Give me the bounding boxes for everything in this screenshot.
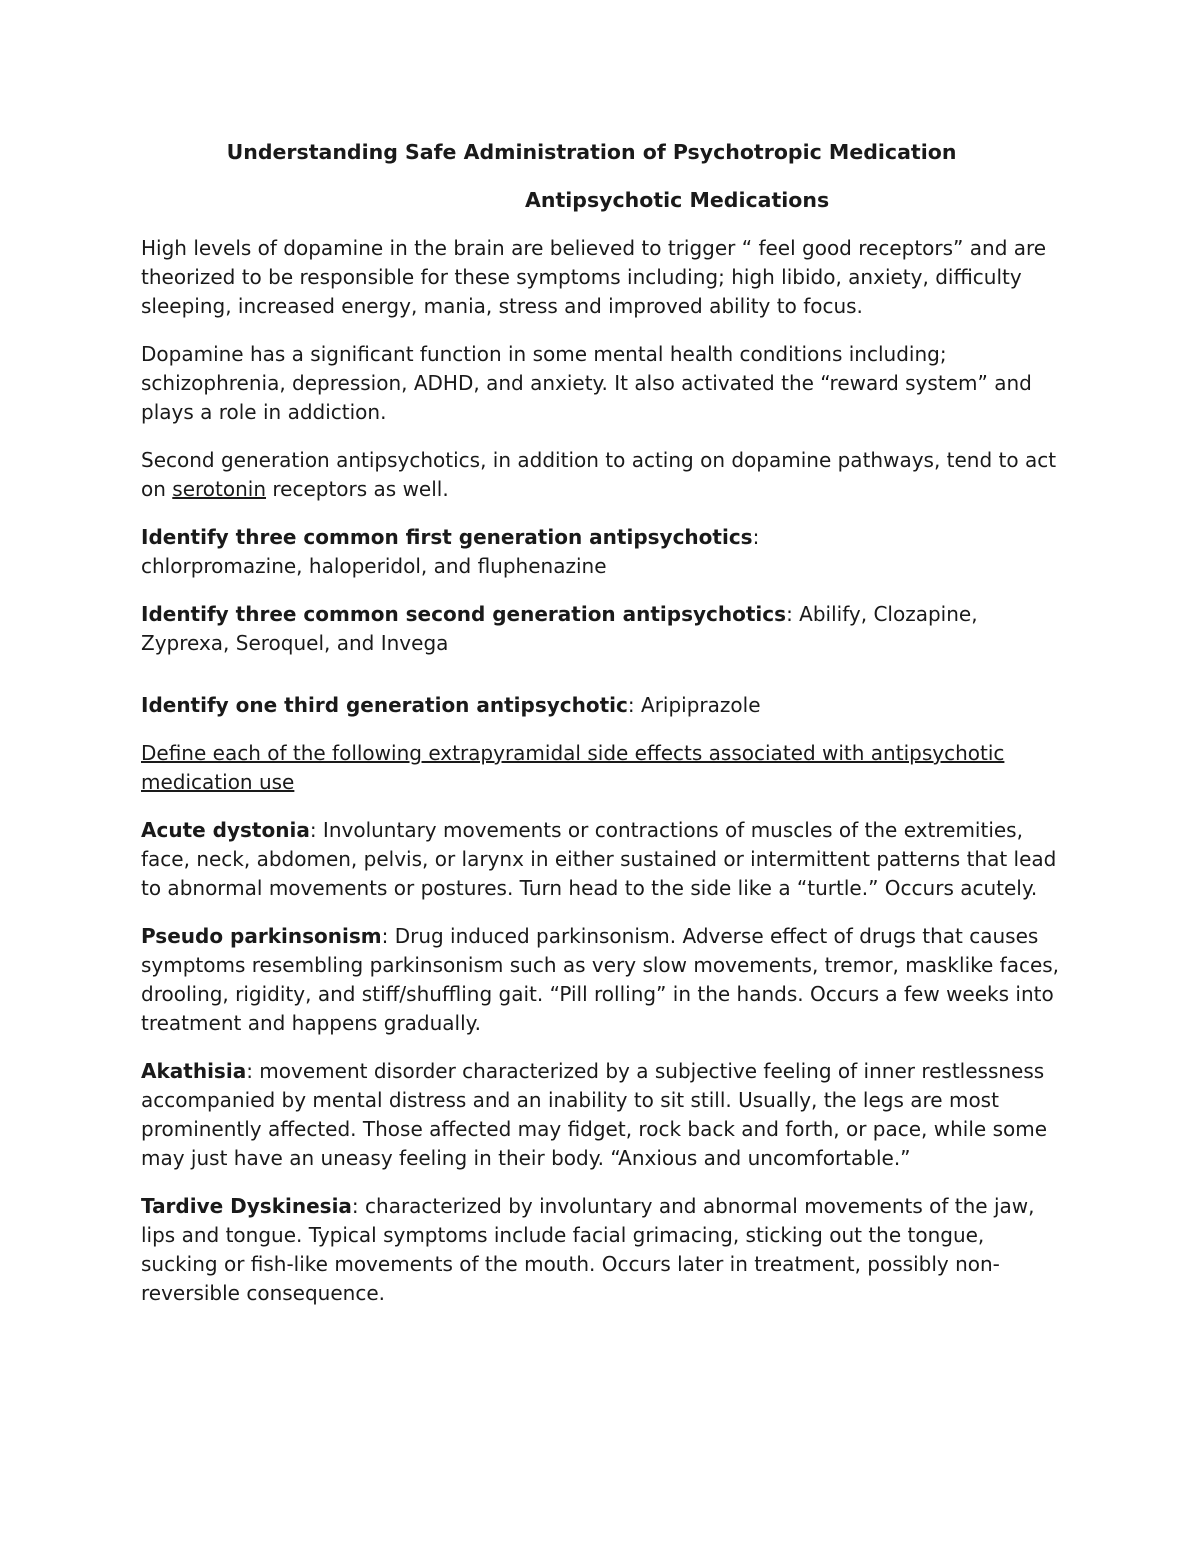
paragraph-second-generation [141, 446, 1066, 504]
question-second-generation: Identify three common second generation antipsychotics: Abilify, Clozapine, Zyprexa, Seroquel, and Invega [141, 602, 978, 655]
document-title: Understanding Safe Administration of Psychotropic Medication [226, 140, 957, 164]
side-effect-definition: movement disorder characterized by a subjective feeling of inner restlessness accompanied by mental distress and an inability to sit still. Usually, the legs are most prominently affected. Those affected may fidget, rock back and forth, or pace, while some may just have an uneasy feeling in their body. “Anxious and uncomfortable.” [141, 1059, 1048, 1170]
side-effect-term: Tardive Dyskinesia [141, 1194, 352, 1218]
serotonin-underlined: serotonin [172, 477, 267, 501]
blank-line [141, 658, 1066, 691]
side-effect-tardive-dyskinesia: Tardive Dyskinesia: characterized by involuntary and abnormal movements of the jaw, lips and tongue. Typical symptoms include facial grimacing, sticking out the tongue, sucking or fish-like movements of the mouth. Occurs later in treatment, possibly non-reversible consequence. [141, 1194, 1035, 1305]
document-subtitle: Antipsychotic Medications [525, 188, 830, 212]
side-effect-acute-dystonia: Acute dystonia: Involuntary movements or contractions of muscles of the extremities, face, neck, abdomen, pelvis, or larynx in either sustained or intermittent patterns that lead to abnormal movements or postures. Turn head to the side like a “turtle.” Occurs acutely. [141, 818, 1057, 900]
side-effect-pseudo-parkinsonism: Pseudo parkinsonism: Drug induced parkinsonism. Adverse effect of drugs that causes symptoms resembling parkinsonism such as very slow movements, tremor, masklike faces, drooling, rigidity, and stiff/shuffling gait. “Pill rolling” in the hands. Occurs a few weeks into treatment and happens gradually. [141, 924, 1060, 1035]
question-first-generation: Identify three common first generation antipsychotics: chlorpromazine, haloperidol, and fluphenazine [141, 525, 760, 578]
eps-heading: Define each of the following extrapyramidal side effects associated with antipsychotic medication use [141, 741, 1005, 794]
side-effect-definition: characterized by involuntary and abnormal movements of the jaw, lips and tongue. Typical symptoms include facial grimacing, sticking out the tongue, sucking or fish-like movements of the mouth. Occurs later in treatment, possibly non-reversible consequence. [141, 1194, 1035, 1305]
question-third-generation-answer: Aripiprazole [634, 693, 761, 717]
question-first-generation-answer: chlorpromazine, haloperidol, and fluphenazine [141, 554, 607, 578]
question-third-generation-label: Identify one third generation antipsychotic [141, 693, 628, 717]
side-effect-definition: Involuntary movements or contractions of muscles of the extremities, face, neck, abdomen, pelvis, or larynx in either sustained or intermittent patterns that lead to abnormal movements or postures. Turn head to the side like a “turtle.” Occurs acutely. [141, 818, 1057, 900]
side-effect-term: Akathisia [141, 1059, 247, 1083]
side-effect-term: Acute dystonia [141, 818, 310, 842]
paragraph-dopamine-function: Dopamine has a significant function in some mental health conditions including; schizophrenia, depression, ADHD, and anxiety. It also activated the “reward system” and plays a role in addiction. [141, 342, 1032, 424]
side-effect-term: Pseudo parkinsonism [141, 924, 382, 948]
paragraph-second-generation-text: Second generation antipsychotics, in addition to acting on dopamine pathways, tend to act on [141, 448, 1057, 501]
question-third-generation: Identify one third generation antipsychotic: Aripiprazole [141, 693, 761, 717]
side-effect-definition: Drug induced parkinsonism. Adverse effect of drugs that causes symptoms resembling parkinsonism such as very slow movements, tremor, masklike faces, drooling, rigidity, and stiff/shuffling gait. “Pill rolling” in the hands. Occurs a few weeks into treatment and happens gradually. [141, 924, 1060, 1035]
paragraph-second-generation-end: receptors as well. [266, 477, 449, 501]
question-first-generation-label: Identify three common first generation antipsychotics [141, 525, 753, 549]
paragraph-dopamine-levels: High levels of dopamine in the brain are believed to trigger “ feel good receptors” and are theorized to be responsible for these symptoms including; high libido, anxiety, difficulty sleeping, increased energy, mania, stress and improved ability to focus. [141, 236, 1047, 318]
document-page [141, 138, 1066, 1327]
side-effect-akathisia: Akathisia: movement disorder characterized by a subjective feeling of inner restlessness accompanied by mental distress and an inability to sit still. Usually, the legs are most prominently affected. Those affected may fidget, rock back and forth, or pace, while some may just have an uneasy feeling in their body. “Anxious and uncomfortable.” [141, 1059, 1048, 1170]
question-second-generation-answer: Abilify, Clozapine, Zyprexa, Seroquel, and Invega [141, 602, 978, 655]
question-second-generation-label: Identify three common second generation antipsychotics [141, 602, 787, 626]
